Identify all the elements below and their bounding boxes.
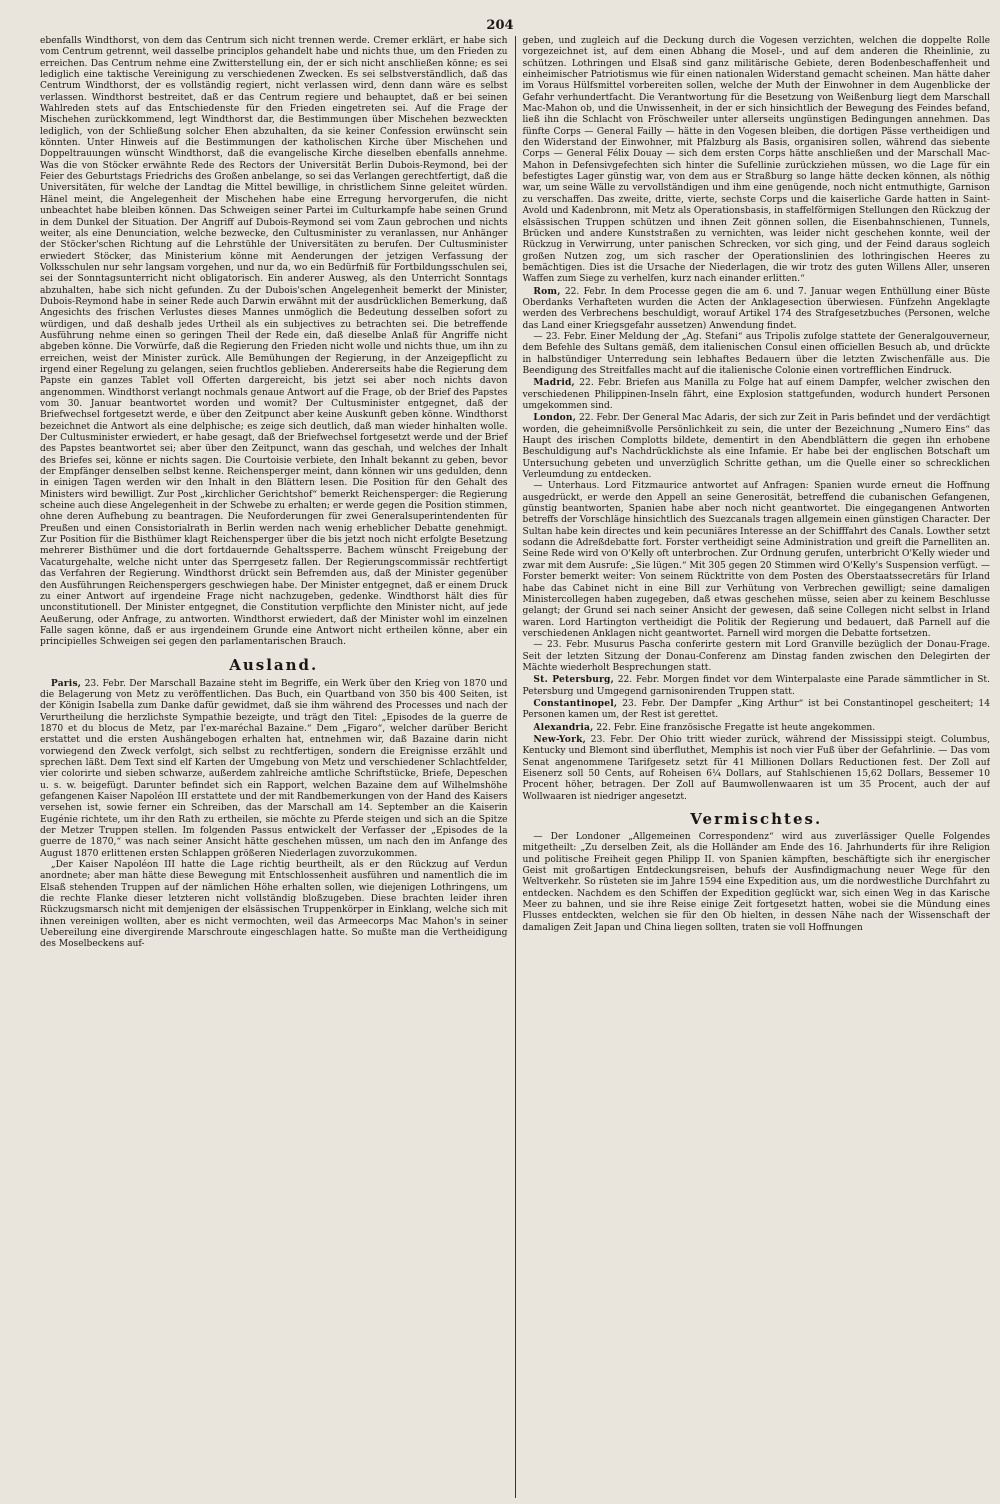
article-paragraph — [523, 377, 991, 412]
paragraph-text: 22. Febr. Morgen findet vor dem Winterpalaste eine Parade sämmtlicher in St. Petersburg und Umgegend garnisonirenden Truppen statt. — [522, 675, 990, 697]
article-paragraph — [523, 412, 991, 481]
article-paragraph — [523, 332, 991, 377]
paragraph-text: 22. Febr. In dem Processe gegen die am 6. und 7. Januar wegen Enthüllung einer Büste Oberdanks Verhafteten wurden die Acten der Anklagesection überwiesen. Fünfzehn Angeklagte werden des Verbrechens beschuldigt, worauf Artikel 174 des Strafgesetzbuches (Personen, welche das Land einer Kriegsgefahr aussetzen) Anwendung findet. — [522, 286, 990, 331]
dateline-place: Constantinopel, — [533, 697, 618, 709]
paragraph-text: 22. Febr. Briefen aus Manilla zu Folge hat auf einem Dampfer, welcher zwischen den verschiedenen Philippinen-Inseln fährt, eine Explosion stattgefunden, wodurch hundert Personen umgekommen sind. — [522, 378, 990, 411]
paragraph-text: „Der Kaiser Napoléon III hatte die Lage richtig beurtheilt, als er den Rückzug auf Verdun anordnete; aber man hätte diese Bewegung mit Entschlossenheit ausführen und namentlich die im Elsaß stehenden Truppen auf der nämlichen Höhe erhalten sollen, wie diejenigen Lothringens, um die rechte Flanke dieser letzteren nicht vollständig bloßzugeben. Diese brachten leider ihren Rückzugsmarsch nicht mit demjenigen der elsässischen Truppenkörper in Einklang, welche sich mit ihnen vereinigen wollten, aber es nicht vermochten, weil das Armeecorps Mac Mahon's in seiner Uebereilung eine divergirende Marschroute eingeschlagen hatte. So mußte man die Vertheidigung des Moselbeckens auf- — [40, 860, 508, 950]
section-heading-ausland: Ausland. — [229, 655, 319, 674]
paragraph-text: 23. Febr. Der Dampfer „King Arthur“ ist bei Constantinopel gescheitert; 14 Personen kamen um, der Rest ist gerettet. — [522, 698, 990, 721]
left-column-ausland-body — [40, 678, 508, 951]
article-paragraph — [523, 722, 991, 734]
article-paragraph — [40, 678, 508, 861]
left-column — [40, 36, 516, 1498]
page-number: 204 — [486, 18, 514, 33]
paragraph-text: — 23. Febr. Musurus Pascha conferirte gestern mit Lord Granville bezüglich der Donau-Frage. Seit der letzten Sitzung der Donau-Conferenz am Dinstag fanden zwischen den Delegirten der Mächte wiederholt Besprechungen statt. — [522, 640, 990, 673]
section-heading-vermischtes: Vermischtes. — [690, 810, 823, 829]
paragraph-text: 22. Febr. Der General Mac Adaris, der sich zur Zeit in Paris befindet und der verdächtigt worden, die geheimnißvolle Persönlichkeit zu sein, die unter der Bezeichnung „Numero Eins“ das Haupt des irischen Complotts bildete, dementirt in den Abendblättern die gegen ihn erhobene Beschuldigung auf's Nachdrücklichste als eine Infamie. Er habe bei der englischen Botschaft um Untersuchung gebeten und unverzüglich Schritte gethan, um die Quelle einer so schrecklichen Verleumdung zu entdecken. — [522, 413, 990, 481]
article-paragraph — [523, 734, 991, 803]
paragraph-text: — 23. Febr. Einer Meldung der „Ag. Stefani“ aus Tripolis zufolge stattete der Generalgouverneur, dem Befehle des Sultans gemäß, dem italienischen Consul einen officiellen Besuch ab, und drückte in halbstündiger Unterredung sein lebhaftes Bedauern über die letzten Zwischenfälle aus. Die Beendigung des Streitfalles macht auf die italienische Colonie einen vortrefflichen Eindruck. — [522, 331, 990, 376]
left-column-body — [40, 36, 508, 649]
paragraph-text: 23. Febr. Der Ohio tritt wieder zurück, während der Mississippi steigt. Columbus, Kentucky und Blemont sind überfluthet, Memphis ist noch vier Fuß über der Gefahrlinie. — Das vom Senat angenommene Tarifgesetz setzt für 41 Millionen Dollars Reductionen fest. Der Zoll auf Eisenerz soll 50 Cents, auf Roheisen 6¼ Dollars, auf Stahlschienen 15,62 Dollars, Bessemer 10 Procent höher, betragen. Der Zoll auf Baumwollenwaaren ist um 35 Procent, auch der auf Wollwaaren ist niedriger angesetzt. — [522, 734, 990, 802]
right-column-body — [523, 36, 991, 803]
dateline-place: Alexandria, — [533, 721, 594, 733]
paragraph-text: 22. Febr. Eine französische Fregatte ist heute angekommen. — [593, 722, 876, 733]
right-column-vermischtes-body — [523, 832, 991, 934]
article-paragraph — [40, 860, 508, 951]
columns — [40, 36, 990, 1498]
dateline-place: Rom, — [533, 285, 561, 297]
article-paragraph — [523, 698, 991, 722]
paragraph-text: — Unterhaus. Lord Fitzmaurice antwortet auf Anfragen: Spanien wurde erneut die Hoffnung ausgedrückt, er werde den Appell an seine Generosität, betreffend die cubanischen Gefangenen, günstig beantworten, Spanien habe aber noch nicht geantwortet. Die eingegangenen Antworten betreffs der Vorschläge hinsichtlich des Suezcanals tragen allgemein einen günstigen Character. Der Sultan habe kein directes und kein pecuniäres Interesse an der Schifffahrt des Canals. Lowther setzt sodann die Adreßdebatte fort. Forster vertheidigt seine Administration und greift die Parnelliten an. Seine Rede wird von O'Kelly oft unterbrochen. Zur Ordnung gerufen, unterbricht O'Kelly wieder und zwar mit dem Ausrufe: „Sie lügen.“ Mit 305 gegen 20 Stimmen wird O'Kelly's Suspension verfügt. — Forster bemerkt weiter: Von seinem Rücktritte von dem Posten des Oberstaatssecretärs für Irland habe das Cabinet nicht in eine Bill zur Verhütung von Verbrechen gewilligt; seine damaligen Ministercollegen haben zugegeben, daß etwas geschehen müsse, seien aber zu keinem Beschlusse gelangt; der Grund sei nach seiner Ansicht der gewesen, daß seine Collegen nicht selbst in Irland waren. Lord Hartington vertheidigt die Politik der Regierung und bedauert, daß Parnell auf die verschiedenen Anklagen nicht geantwortet. Parnell wird morgen die Debatte fortsetzen. — [522, 481, 990, 639]
right-column — [516, 36, 991, 1498]
paragraph-text: geben, und zugleich auf die Deckung durch die Vogesen verzichten, welchen die doppelte Rolle vorgezeichnet ist, auf dem einen Abhang die Mosel-, und auf dem anderen die Rheinlinie, zu schützen. Lothringen und Elsaß sind ganz militärische Gebiete, deren Bodenbeschaffenheit und einheimischer Patriotismus wie für einen nationalen Widerstand gemacht scheinen. Man hätte daher im Voraus Hülfsmittel vorbereiten sollen, welche der Muth der Einwohner in dem Augenblicke der Gefahr verhundertfacht. Die Verantwortung für die Besetzung von Weißenburg liegt dem Marschall Mac-Mahon ob, und die Unwissenheit, in der er sich hinsichtlich der Bewegung des Feindes befand, ließ ihn die Schlacht von Fröschweiler unter allerseits ungünstigen Bedingungen annehmen. Das fünfte Corps — General Failly — hätte in den Vogesen bleiben, die dortigen Pässe vertheidigen und den Widerstand der Einwohner, mit Pfalzburg als Basis, organisiren sollen, während das siebente Corps — General Félix Douay — sich dem ersten Corps hätte anschließen und der Marschall Mac-Mahon in Defensivgefechten sich hinter die Sufellinie zurückziehen müssen, wo die Lage für ein befestigtes Lager günstig war, von dem aus er Straßburg so lange hätte decken können, als nöthig war, um seine Wälle zu vervollständigen und ihm eine genügende, noch nicht entmuthigte, Garnison zu verschaffen. Das zweite, dritte, vierte, sechste Corps und die kaiserliche Garde hatten in Saint-Avold und Kadenbronn, mit Metz als Operationsbasis, in staffelförmigen Stellungen den Rückzug der elsässischen Truppen schützen und ihnen Zeit gönnen sollen, die Eisenbahnschienen, Tunnels, Brücken und andere Kunststraßen zu vernichten, was leider nicht geschehen konnte, weil der Rückzug in Verwirrung, unter panischen Schrecken, vor sich ging, und der Feind daraus sogleich großen Nutzen zog, um sich rascher der Operationslinien des lothringischen Heeres zu bemächtigen. Dies ist die Ursache der Niederlagen, die wir trotz des guten Willens Aller, unseren Waffen zum Siege zu verhelfen, kurz nach einander erlitten.“ — [522, 36, 990, 285]
article-paragraph — [523, 832, 991, 934]
article-paragraph — [523, 674, 991, 698]
dateline-place: Paris, — [50, 677, 82, 689]
dateline-place: St. Petersburg, — [533, 674, 614, 686]
paragraph-text: ebenfalls Windthorst, von dem das Centrum sich nicht trennen werde. Cremer erklärt, er habe sich vom Centrum getrennt, weil dasselbe principlos gehandelt habe und nichts thue, um den Frieden zu erreichen. Das Centrum nehme eine Zwitterstellung ein, der er sich nicht anschließen könne; es sei lediglich eine taktische Vereinigung zu verschiedenen Zwecken. Es sei selbstverständlich, daß das Centrum Windthorst, der es vollständig regiert, nicht verlassen wird, denn dann wäre es selbst verlassen. Windthorst bestreitet, daß er das Centrum regiere und behauptet, daß er bei seinen Wahlreden stets auf das Entschiedenste für den Frieden eingetreten sei. Auf die Frage der Mischehen zurückkommend, legt Windthorst dar, die Bestimmungen über Mischehen bezweckten lediglich, von der Schließung solcher Ehen abzuhalten, da sie keiner Confession erwünscht sein könnten. Unter Hinweis auf die Bestimmungen der katholischen Kirche über Mischehen und Doppeltrauungen wünscht Windthorst, daß die evangelische Kirche dieselben ebenfalls annehme. Was die von Stöcker erwähnte Rede des Rectors der Universität Berlin Dubois-Reymond, bei der Feier des Geburtstags Friedrichs des Großen anbelange, so sei das Verlangen gerechtfertigt, daß die Universitäten, für welche der Landtag die Mittel bewillige, in christlichem Sinne geleitet würden. Hänel meint, die Angelegenheit der Mischehen habe eine Erregung hervorgerufen, die nicht unbeachtet habe bleiben können. Das Schweigen seiner Partei im Culturkampfe habe seinen Grund in dem Dunkel der Situation. Der Angriff auf Dubois-Reymond sei vom Zaun gebrochen und nichts weiter, als eine Denunciation, welche bezwecke, den Cultusminister zu veranlassen, nur Anhänger der Stöcker'schen Richtung auf die Lehrstühle der Universitäten zu berufen. Der Cultusminister erwiedert Stöcker, das Ministerium könne mit Aenderungen der jetzigen Verfassung der Volksschulen nur sehr langsam vorgehen, und nur da, wo ein Bedürfniß für Fortbildungsschulen sei, sei der Sonntagsunterricht nicht obligatorisch. Ein anderer Ausweg, als den Unterricht Sonntags abzuhalten, habe sich nicht gefunden. Zu der Dubois'schen Angelegenheit bemerkt der Minister, Dubois-Reymond habe in seiner Rede auch Darwin erwähnt mit der ausdrücklichen Bemerkung, daß Angesichts des frischen Verlustes dieses Mannes unmöglich die Bedeutung desselben sofort zu würdigen, und daß deshalb jedes Urtheil als ein subjectives zu betrachten sei. Die betreffende Ausführung nehme einen so geringen Theil der Rede ein, daß dieselbe Anlaß für Angriffe nicht abgeben könne. Die Vorwürfe, daß die Regierung den Frieden nicht wolle und nichts thue, um ihn zu erreichen, weist der Minister zurück. Alle Bemühungen der Regierung, in der Anzeigepflicht zu irgend einer Regelung zu gelangen, seien fruchtlos geblieben. Andererseits habe die Regierung dem Papste ein ganzes Tablet voll Offerten dargereicht, bis jetzt sei aber noch nichts davon angenommen. Windthorst verlangt nochmals genaue Antwort auf die Frage, ob der Brief des Papstes vom 30. Januar beantwortet worden und womit? Der Cultusminister entgegnet, daß der Briefwechsel fortgesetzt werde, e über den Zeitpunct aber keine Auskunft geben könne. Windthorst bezeichnet die Antwort als eine delphische; es zeige sich deutlich, daß man wieder hinhalten wolle. Der Cultusminister erwiedert, er habe gesagt, daß der Briefwechsel fortgesetzt werde und der Brief des Papstes beantwortet sei; aber über den Zeitpunct, wann das geschah, und welches der Inhalt des Briefes sei, könne er nichts sagen. Die Courtoisie verbiete, den Inhalt bekannt zu geben, bevor der Empfänger denselben selbst kenne. Reichensperger meint, dann können wir uns gedulden, denn in einigen Tagen werden wir den Inhalt in den Blättern lesen. Die Position für den Gehalt des Ministers wird bewilligt. Zur Post „kirchlicher Gerichtshof“ bemerkt Reichensperger: die Regierung scheine auch diese Angelegenheit in der Schwebe zu erhalten; er werde gegen die Position stimmen, ohne deren Aufhebung zu beantragen. Die Neuforderungen für zwei Generalsuperintendenten für Preußen und einen Consistorialrath in Berlin werden nach wenig erheblicher Debatte genehmigt. Zur Position für die Bisthümer klagt Reichensperger über die bis jetzt noch nicht erfolgte Besetzung mehrerer Bisthümer und die dort fortdauernde Gehaltssperre. Bachem wünscht Freigebung der Vacaturgehalte, welche nicht unter das Sperrgesetz fallen. Der Regierungscommissär rechtfertigt das Verfahren der Regierung. Windthorst drückt sein Befremden aus, daß der Minister gegenüber den Ausführungen Reichenspergers geschwiegen habe. Der Minister entgegnet, daß er einem Druck zu einer Antwort auf irgendeine Frage nicht nachzugeben, gedenke. Windthorst hält dies für unconstitutionell. Der Minister entgegnet, die Constitution verpflichte den Minister nicht, auf jede Aeußerung, oder Anfrage, zu antworten. Windthorst erwiedert, daß der Minister wohl im einzelnen Falle sagen könne, daß er aus irgendeinem Grunde eine Antwort nicht ertheilen könne, aber ein principielles Schweigen sei gegen den parlamentarischen Brauch. — [40, 36, 508, 648]
dateline-place: New-York, — [533, 733, 586, 745]
paragraph-text: 23. Febr. Der Marschall Bazaine steht im Begriffe, ein Werk über den Krieg von 1870 und die Belagerung von Metz zu veröffentlichen. Das Buch, ein Quartband von 350 bis 400 Seiten, ist der Königin Isabella zum Danke dafür gewidmet, daß sie ihm während des Processes und nach der Verurtheilung die herzlichste Sympathie bezeigte, und trägt den Titel: „Episodes de la guerre de 1870 et du blocus de Metz, par l'ex-maréchal Bazaine.“ Dem „Figaro“, welcher darüber Bericht erstattet und die ersten Aushängebogen erhalten hat, entnehmen wir, daß Bazaine darin nicht vorwiegend den Zweck verfolgt, sich selbst zu rechtfertigen, sondern die Ereignisse erzählt und sprechen läßt. Dem Text sind elf Karten der Umgebung von Metz und verschiedener Schlachtfelder, vier colorirte und sieben schwarze, außerdem zahlreiche amtliche Schriftstücke, Briefe, Depeschen u. s. w. beigefügt. Darunter befindet sich ein Rapport, welchen Bazaine dem auf Wilhelmshöhe gefangenen Kaiser Napoléon III erstattete und der mit Randbemerkungen von der Hand des Kaisers versehen ist, sowie ferner ein Schreiben, das der Marschall am 14. September an die Kaiserin Eugénie richtete, um ihr den Rath zu ertheilen, sie möchte zu Pferde steigen und sich an die Spitze der Metzer Truppen stellen. Im folgenden Passus entwickelt der Verfasser der „Episodes de la guerre de 1870,“ was nach seiner Ansicht hätte geschehen müssen, um nach den im Anfange des August 1870 erlittenen ersten Schlappen größeren Niederlagen zuvorzukommen. — [40, 678, 508, 859]
dateline-place: London, — [533, 412, 577, 424]
article-paragraph — [523, 481, 991, 640]
article-paragraph — [523, 640, 991, 674]
dateline-place: Madrid, — [533, 377, 575, 389]
article-paragraph — [523, 286, 991, 332]
article-paragraph — [40, 36, 508, 649]
article-paragraph — [523, 36, 991, 286]
paragraph-text: — Der Londoner „Allgemeinen Correspondenz“ wird aus zuverlässiger Quelle Folgendes mitgetheilt: „Zu derselben Zeit, als die Holländer am Ende des 16. Jahrhunderts für ihre Religion und politische Freiheit gegen Philipp II. von Spanien kämpften, beschäftigte sich ihr energischer Geist mit großartigen Entdeckungsreisen, behufs der Ausfindigmachung neuer Wege für den Weltverkehr. So rüsteten sie im Jahre 1594 eine Expedition aus, um die nordwestliche Durchfahrt zu entdecken. Nachdem es den Schiffen der Expedition geglückt war, sich einen Weg in das Karische Meer zu bahnen, und sie ihre Reise einige Zeit fortgesetzt hatten, wobei sie die Mündung eines Flusses entdeckten, welchen sie für den Ob hielten, in dessen Nähe nach der Wissenschaft der damaligen Zeit Japan und China liegen sollten, traten sie voll Hoffnungen — [522, 832, 990, 933]
